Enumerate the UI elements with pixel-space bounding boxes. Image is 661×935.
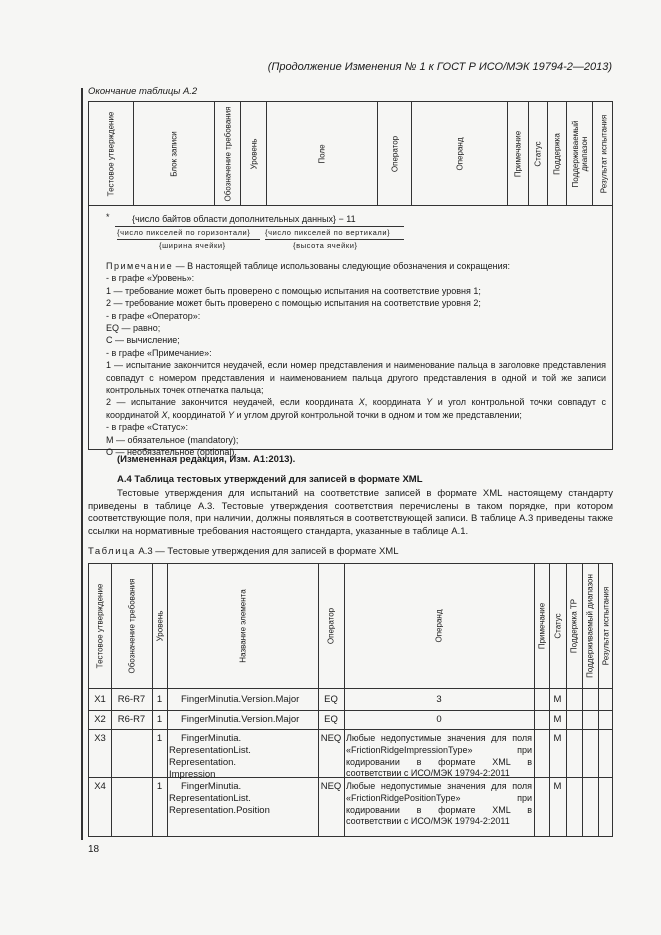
table-row-operand: 0 bbox=[436, 714, 442, 725]
table-row-op: NEQ bbox=[320, 781, 342, 792]
a2-col-operator: Оператор bbox=[377, 102, 411, 205]
table-row-element: FingerMinutia. RepresentationList. Representation.Position bbox=[169, 781, 270, 816]
table-row-level: 1 bbox=[156, 694, 163, 705]
table-row-element: FingerMinutia. RepresentationList. Representation. Impression bbox=[169, 733, 251, 780]
a3-col-test: Тестовое утверждение bbox=[95, 583, 105, 669]
a2-col-req: Обозначение требования bbox=[214, 102, 240, 205]
table-row-operand: 3 bbox=[436, 694, 442, 705]
note-intro: — В настоящей таблице использованы следующие обозначения и сокращения: bbox=[173, 261, 511, 271]
a3-col-range: Поддерживаемый диапазон bbox=[585, 574, 595, 678]
table-row-level: 1 bbox=[156, 733, 163, 744]
table-row-operand: Любые недопустимые значения для поля «FrictionRidgePositionType» при кодировании в формате XML в соответствии с ИСО/МЭК 19794-2:2011 bbox=[346, 781, 532, 827]
a3-col-note: Примечание bbox=[537, 602, 546, 650]
note-line: EQ — равно; bbox=[106, 323, 161, 334]
formula-numerator: {число байтов области дополнительных данных} − 11 bbox=[132, 214, 356, 224]
a3-col-level: Уровень bbox=[155, 610, 164, 642]
a3-col-result: Результат испытания bbox=[601, 586, 611, 666]
section-paragraph: Тестовые утверждения для испытаний на соответствие записей в формате XML настоящему стандарту приведены в таблице А.3. Тестовые утверждения соответствия перечислены в таком порядке, при котором соответствующие поля, при наличии, должны появляться в соответствующей записи. В таблице А.3 приведены также ссылки на нормативные требования настоящего стандарта, указанные в таблице А.1. bbox=[88, 488, 613, 537]
table-a2-header bbox=[88, 101, 613, 206]
note-line: O — необязательное (optional). bbox=[106, 447, 237, 458]
table-row-level: 1 bbox=[156, 781, 163, 792]
fraction-bar-right bbox=[265, 239, 404, 240]
a2-col-field: Поле bbox=[266, 102, 377, 205]
row-line bbox=[89, 688, 612, 689]
a2-col-level: Уровень bbox=[240, 102, 266, 205]
fraction-bar-left bbox=[117, 239, 260, 240]
table-row-id: X3 bbox=[94, 733, 106, 744]
fraction-bar bbox=[115, 226, 404, 227]
table-row-status: M bbox=[553, 714, 562, 725]
note-line: - в графе «Примечание»: bbox=[106, 347, 212, 358]
footnote-mark: * bbox=[106, 212, 110, 222]
table-a3 bbox=[88, 563, 613, 837]
table-row-element: FingerMinutia.Version.Major bbox=[181, 694, 300, 705]
table-row-req: R6-R7 bbox=[117, 714, 146, 725]
a2-col-range: Поддерживаемый диапазон bbox=[566, 102, 592, 205]
table-row-req: R6-R7 bbox=[117, 694, 146, 705]
formula-cell-width: {ширина ячейки} bbox=[159, 241, 226, 250]
table-row-op: EQ bbox=[324, 694, 338, 705]
a2-col-block: Блок записи bbox=[133, 102, 214, 205]
continuation-header: (Продолжение Изменения № 1 к ГОСТ Р ИСО/МЭК 19794-2—2013) bbox=[267, 61, 612, 73]
a3-col-status: Статус bbox=[553, 613, 562, 639]
formula-cell-height: {высота ячейки} bbox=[293, 241, 358, 250]
note-line: 1 — требование может быть проверено с помощью испытания на соответствие уровня 1; bbox=[106, 285, 481, 296]
a2-col-status: Статус bbox=[528, 102, 547, 205]
note-line: - в графе «Оператор»: bbox=[106, 310, 201, 321]
table-row-status: M bbox=[553, 694, 562, 705]
formula-denom-left: {число пикселей по горизонтали} bbox=[117, 228, 251, 237]
table-row-op: EQ bbox=[324, 714, 338, 725]
table-row-id: X2 bbox=[94, 714, 106, 725]
a3-col-element: Название элемента bbox=[238, 589, 247, 663]
table-a3-caption: Таблица А.3 — Тестовые утверждения для записей в формате XML bbox=[88, 546, 399, 557]
change-bar bbox=[81, 88, 84, 840]
a2-col-result: Результат испытания bbox=[592, 102, 614, 205]
note-line: C — вычисление; bbox=[106, 335, 180, 346]
a2-col-note: Примечание bbox=[507, 102, 528, 205]
table-a2-notes bbox=[88, 206, 613, 458]
table-row-operand: Любые недопустимые значения для поля «FrictionRidgeImpressionType» при кодировании в формате XML в соответствии с ИСО/МЭК 19794-2:2011 bbox=[346, 733, 532, 779]
table-row-element: FingerMinutia.Version.Major bbox=[181, 714, 300, 725]
table-row-id: X4 bbox=[94, 781, 106, 792]
table-row-status: M bbox=[553, 733, 562, 744]
note-line: 2 — требование может быть проверено с помощью испытания на соответствие уровня 2; bbox=[106, 298, 481, 309]
a3-col-support: Поддержка ТР bbox=[569, 598, 579, 654]
note-text bbox=[106, 260, 606, 459]
a3-col-operator: Оператор bbox=[326, 607, 336, 645]
formula-denom-right: {число пикселей по вертикали} bbox=[265, 228, 391, 237]
a3-col-req: Обозначение требования bbox=[127, 578, 136, 674]
section-title: А.4 Таблица тестовых утверждений для записей в формате XML bbox=[117, 474, 423, 485]
table-a2-caption: Окончание таблицы А.2 bbox=[88, 86, 198, 97]
note-item-1: 1 — испытание закончится неудачей, если номер представления и наименование пальца в заголовке представления совпадут с номером представления и наименованием пальца другого представления в одной и той же записи контрольных точек отпечатка пальца; bbox=[106, 360, 606, 396]
note-line: - в графе «Уровень»: bbox=[106, 273, 195, 284]
note-label: Примечание bbox=[106, 261, 174, 271]
page-number: 18 bbox=[88, 844, 100, 855]
a3-col-operand: Операнд bbox=[434, 609, 444, 643]
note-line: - в графе «Статус»: bbox=[106, 422, 188, 433]
table-row-op: NEQ bbox=[320, 733, 342, 744]
a2-col-test: Тестовое утверждение bbox=[106, 111, 116, 196]
a2-col-support: Поддержка bbox=[547, 102, 566, 205]
row-line bbox=[89, 729, 612, 730]
a2-col-operand: Операнд bbox=[411, 102, 507, 205]
note-line: M — обязательное (mandatory); bbox=[106, 434, 239, 445]
row-line bbox=[89, 710, 612, 711]
table-row-status: M bbox=[553, 781, 562, 792]
table-row-id: X1 bbox=[94, 694, 106, 705]
edit-note: (Измененная редакция, Изм. А1:2013). bbox=[117, 454, 296, 465]
note-item-2: 2 — испытание закончится неудачей, если координата X, координата Y и угол контрольной точки совпадут с координатой X, координатой Y и углом другой контрольной точки в одном и том же представлении; bbox=[106, 397, 606, 420]
table-row-level: 1 bbox=[156, 714, 163, 725]
